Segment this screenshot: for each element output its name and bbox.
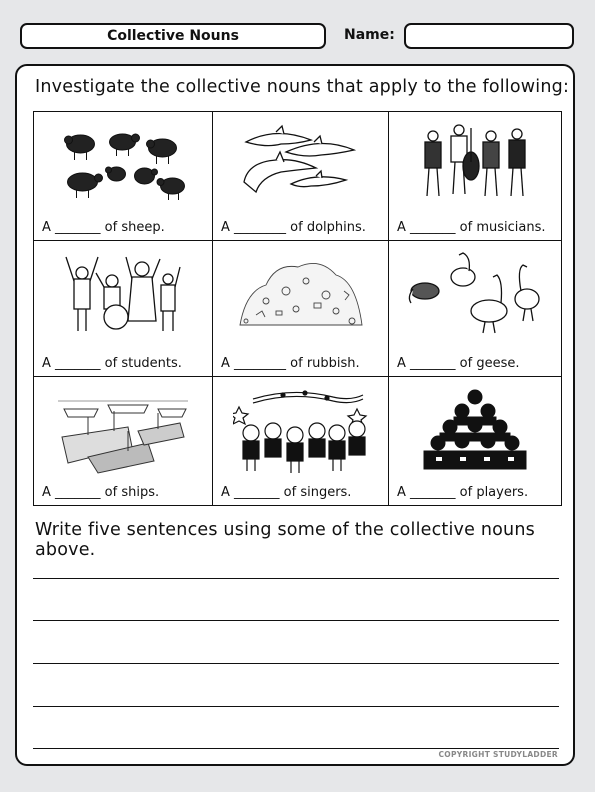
grid-cell-players: [389, 377, 561, 505]
rubbish-illustration: [236, 251, 366, 331]
name-field[interactable]: [404, 23, 574, 49]
grid-cell-rubbish: [213, 241, 389, 377]
picture-grid: [33, 111, 562, 506]
writing-line-5[interactable]: [33, 748, 559, 749]
writing-line-3[interactable]: [33, 663, 559, 664]
players-illustration: [420, 387, 530, 473]
name-label: Name:: [344, 27, 395, 43]
grid-cell-dolphins: [213, 112, 389, 241]
grid-cell-geese: [389, 241, 561, 377]
caption-dolphins: A ________ of dolphins.: [221, 220, 366, 235]
sentences-prompt: Write five sentences using some of the collective nouns above.: [35, 520, 535, 560]
caption-sheep: A _______ of sheep.: [42, 220, 165, 235]
musicians-illustration: [415, 122, 535, 206]
singers-illustration: [233, 387, 369, 475]
dolphins-illustration: [236, 122, 366, 202]
students-illustration: [64, 251, 182, 335]
sheep-illustration: [61, 122, 186, 202]
geese-illustration: [405, 251, 545, 335]
writing-line-2[interactable]: [33, 620, 559, 621]
grid-cell-ships: [34, 377, 213, 505]
grid-cell-musicians: [389, 112, 561, 241]
caption-geese: A _______ of geese.: [397, 356, 520, 371]
caption-students: A _______ of students.: [42, 356, 182, 371]
instruction-text: Investigate the collective nouns that apply to the following:: [35, 77, 570, 97]
worksheet-title: Collective Nouns: [20, 23, 326, 49]
caption-singers: A _______ of singers.: [221, 485, 352, 500]
caption-ships: A _______ of ships.: [42, 485, 160, 500]
caption-players: A _______ of players.: [397, 485, 529, 500]
copyright-text: COPYRIGHT STUDYLADDER: [438, 750, 558, 759]
grid-cell-students: [34, 241, 213, 377]
caption-rubbish: A ________ of rubbish.: [221, 356, 360, 371]
grid-cell-sheep: [34, 112, 213, 241]
writing-line-4[interactable]: [33, 706, 559, 707]
writing-line-1[interactable]: [33, 578, 559, 579]
grid-cell-singers: [213, 377, 389, 505]
caption-musicians: A _______ of musicians.: [397, 220, 546, 235]
ships-illustration: [58, 387, 188, 475]
